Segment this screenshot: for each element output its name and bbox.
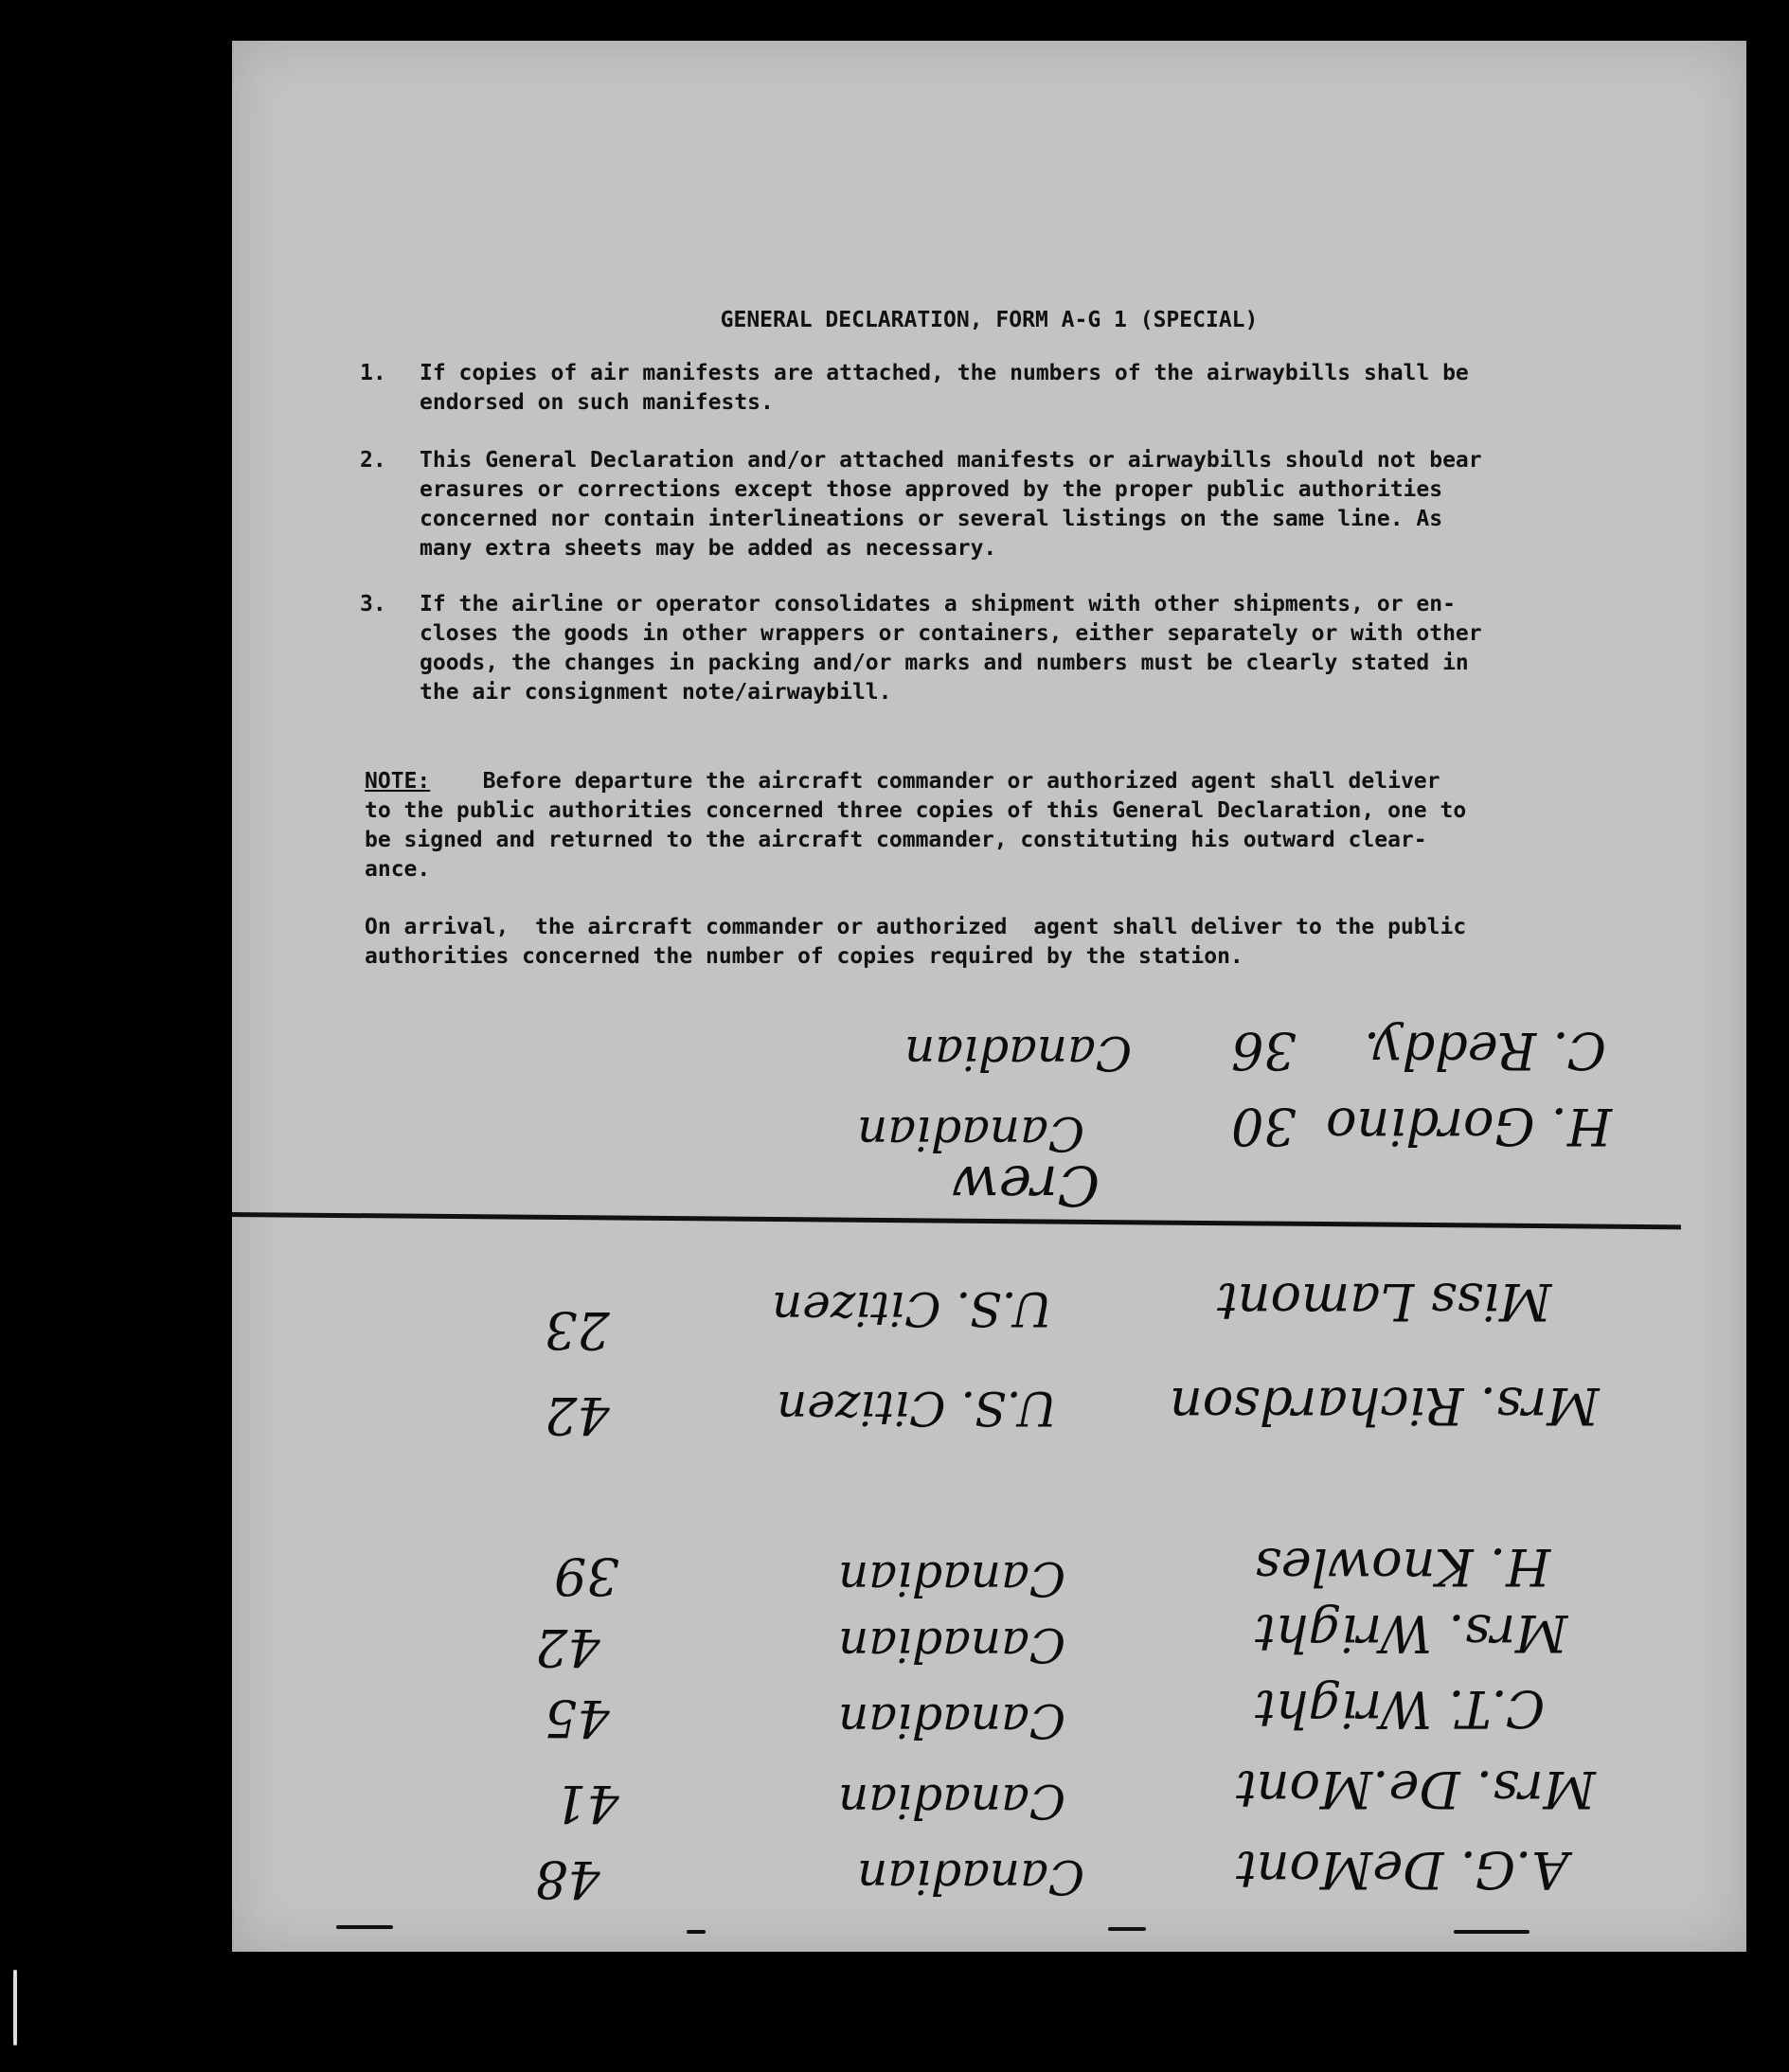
note-line: be signed and returned to the aircraft commander, constituting his outward clear-	[365, 828, 1427, 852]
passenger-nationality-mrs-demont: Canadian	[838, 1774, 1066, 1829]
note-paragraph	[365, 767, 1629, 884]
passenger-nationality-knowles: Canadian	[838, 1551, 1066, 1606]
ink-mark	[336, 1925, 393, 1929]
passenger-nationality-ct-wright: Canadian	[838, 1693, 1066, 1748]
text-line: closes the goods in other wrappers or containers, either separately or with other	[420, 621, 1482, 646]
note-label: NOTE:	[365, 769, 431, 794]
crew-age-gordino: 30	[1231, 1097, 1297, 1156]
text-line: concerned nor contain interlineations or several listings on the same line. As	[420, 507, 1443, 531]
text-line: many extra sheets may be added as necessary.	[420, 536, 997, 561]
passenger-age-mrs-demont: 41	[554, 1774, 619, 1833]
text-line: goods, the changes in packing and/or marks and numbers must be clearly stated in	[420, 651, 1469, 675]
form-title: GENERAL DECLARATION, FORM A-G 1 (SPECIAL)	[720, 308, 1259, 332]
passenger-age-ag-demont: 48	[535, 1849, 600, 1909]
passenger-name-lamont: Miss Lamont	[1217, 1272, 1552, 1331]
passenger-age-richardson: 42	[545, 1385, 610, 1445]
scan-edge-mark	[13, 1970, 17, 2045]
arrival-line: On arrival, the aircraft commander or authorized agent shall deliver to the public	[365, 915, 1467, 939]
note-line: ance.	[365, 857, 431, 882]
note-line	[365, 767, 1629, 796]
ink-mark	[1108, 1927, 1146, 1931]
crew-heading: Crew	[952, 1153, 1100, 1218]
passenger-age-mrs-wright: 42	[535, 1617, 600, 1677]
crew-nationality-reddy: Canadian	[904, 1026, 1133, 1081]
item-text	[420, 446, 1627, 563]
arrival-line: authorities concerned the number of copies required by the station.	[365, 944, 1243, 969]
passenger-nationality-lamont: U.S. Citizen	[772, 1281, 1053, 1336]
text-line: endorsed on such manifests.	[420, 390, 774, 415]
passenger-age-knowles: 39	[554, 1546, 619, 1606]
text-line: the air consignment note/airwaybill.	[420, 680, 892, 705]
text-line: If copies of air manifests are attached, the numbers of the airwaybills shall be	[420, 361, 1469, 385]
text-line: erasures or corrections except those approved by the proper public authorities	[420, 477, 1443, 502]
passenger-age-lamont: 23	[545, 1300, 610, 1360]
text-line: If the airline or operator consolidates a shipment with other shipments, or en-	[420, 592, 1456, 616]
passenger-name-ct-wright: C.T. Wright	[1255, 1679, 1546, 1739]
ink-mark	[687, 1930, 706, 1934]
passenger-age-ct-wright: 45	[545, 1688, 610, 1748]
note-line: to the public authorities concerned three copies of this General Declaration, one to	[365, 798, 1467, 823]
crew-age-reddy: 36	[1231, 1021, 1297, 1081]
passenger-nationality-mrs-wright: Canadian	[838, 1617, 1066, 1672]
passenger-name-mrs-demont: Mrs. De.Mont	[1236, 1759, 1596, 1819]
passenger-name-ag-demont: A.G. DeMont	[1236, 1840, 1569, 1900]
item-number: 3.	[360, 592, 386, 616]
passenger-nationality-ag-demont: Canadian	[857, 1849, 1085, 1904]
declaration-page	[232, 41, 1746, 1952]
ink-mark	[1454, 1930, 1530, 1934]
text-line: This General Declaration and/or attached manifests or airwaybills should not bear	[420, 448, 1482, 473]
item-text	[420, 590, 1627, 707]
crew-name-reddy: C. Reddy.	[1364, 1021, 1606, 1081]
note-text: Before departure the aircraft commander or authorized agent shall deliver	[430, 769, 1440, 794]
passenger-name-knowles: H. Knowles	[1255, 1537, 1551, 1597]
passenger-name-richardson: Mrs. Richardson	[1170, 1376, 1600, 1436]
bleed-through-text	[762, 126, 769, 156]
item-text	[420, 359, 1627, 418]
item-number: 2.	[360, 448, 386, 473]
arrival-paragraph	[365, 913, 1629, 972]
passenger-nationality-richardson: U.S. Citizen	[777, 1381, 1058, 1436]
crew-name-gordino: H. Gordino	[1326, 1097, 1613, 1156]
item-number: 1.	[360, 361, 386, 385]
passenger-name-mrs-wright: Mrs. Wright	[1255, 1603, 1568, 1663]
crew-nationality-gordino: Canadian	[857, 1106, 1085, 1161]
